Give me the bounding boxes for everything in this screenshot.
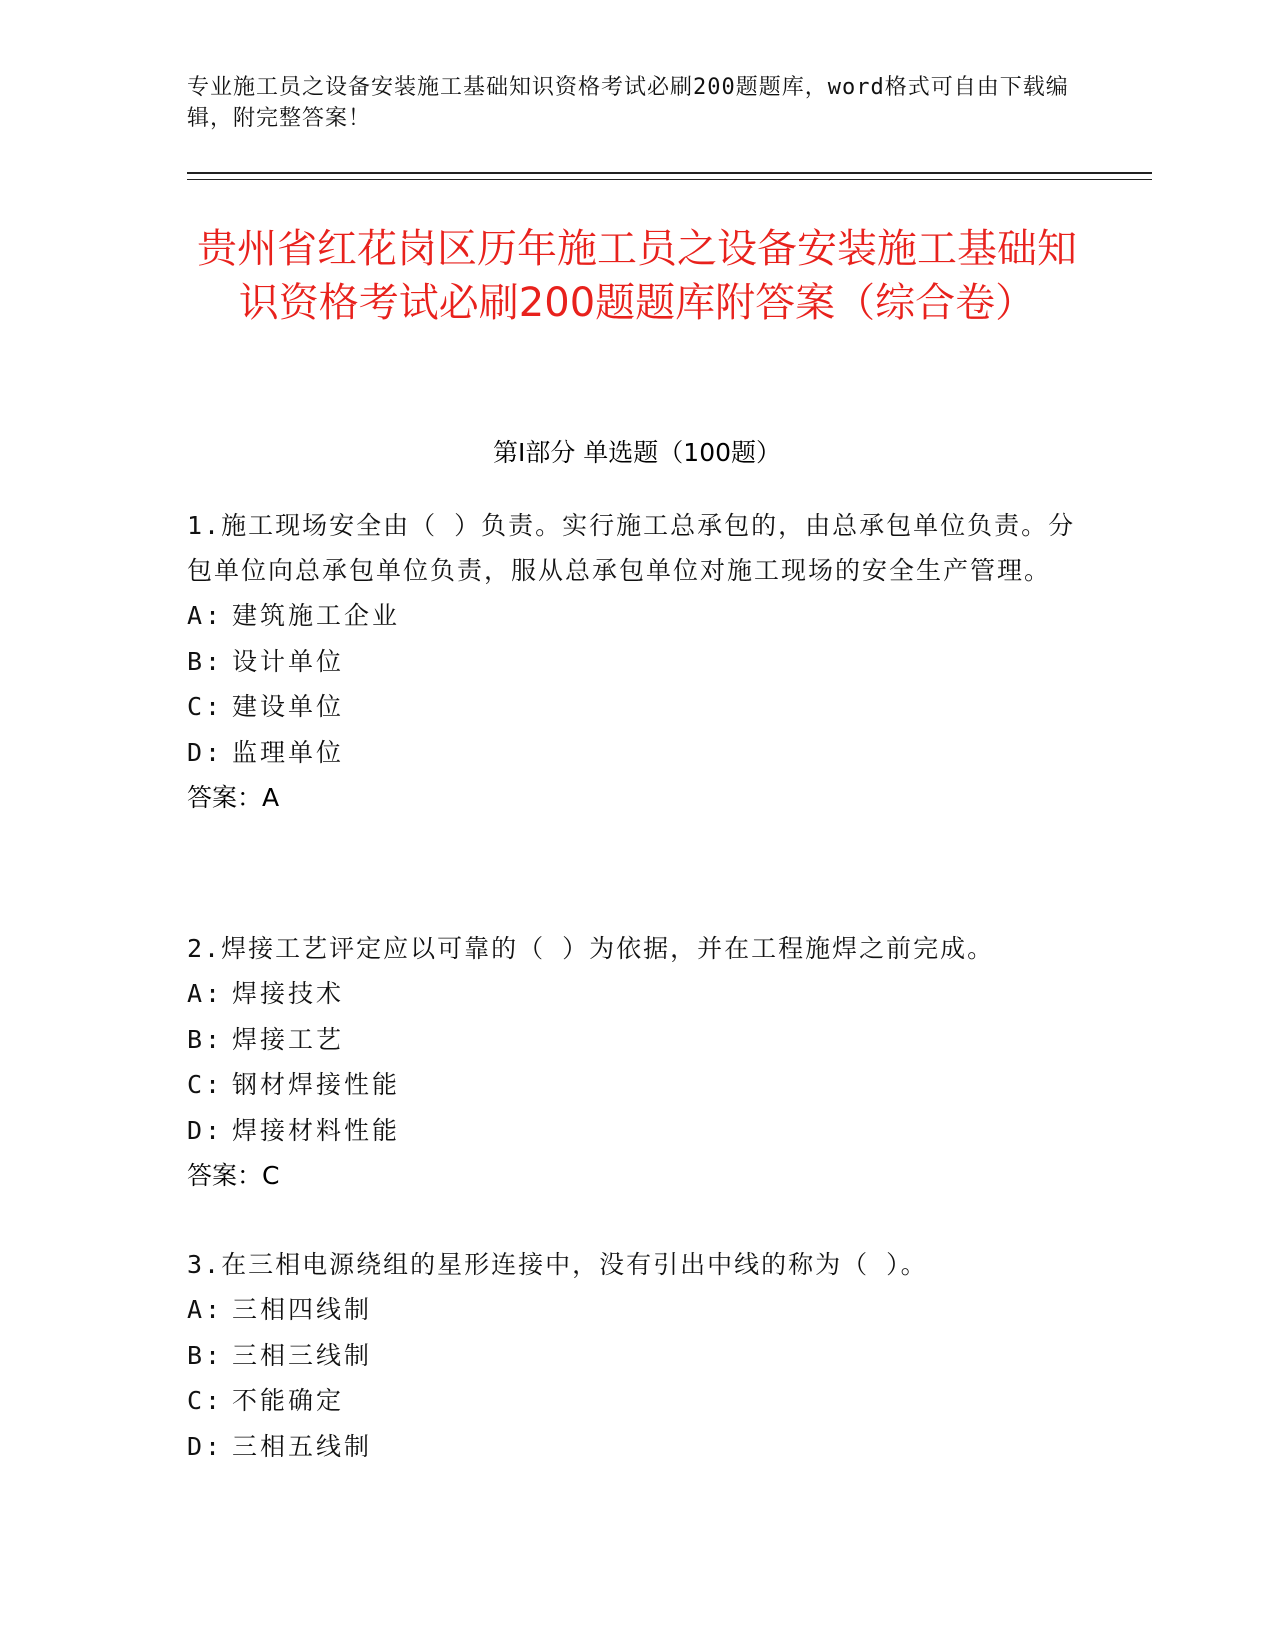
option-key: A:	[187, 601, 224, 630]
header-rule-thick	[187, 172, 1152, 174]
option-b	[187, 639, 1087, 685]
section-heading: 第I部分 单选题（100题）	[492, 438, 782, 467]
option-key: C:	[187, 1386, 224, 1415]
option-c	[187, 684, 1087, 730]
option-key: A:	[187, 1295, 224, 1324]
option-d	[187, 1424, 1087, 1470]
option-key: C:	[187, 1070, 224, 1099]
option-text: 三相三线制	[232, 1340, 373, 1370]
option-b	[187, 1333, 1087, 1379]
option-c	[187, 1062, 1087, 1108]
option-text: 建设单位	[232, 692, 345, 721]
header-note: 专业施工员之设备安装施工基础知识资格考试必刷200题题库，word格式可自由下载编辑，附完整答案！	[187, 75, 1069, 131]
option-d	[187, 1108, 1087, 1154]
option-text: 建筑施工企业	[232, 601, 401, 630]
option-text: 三相四线制	[232, 1295, 373, 1324]
option-key: B:	[187, 1340, 224, 1370]
option-a	[187, 593, 1087, 639]
option-text: 不能确定	[232, 1386, 345, 1415]
option-a	[187, 1287, 1087, 1333]
answer-line: 答案：A	[187, 783, 280, 812]
option-text: 钢材焊接性能	[232, 1070, 401, 1099]
option-text: 三相五线制	[232, 1431, 373, 1461]
question-3	[187, 1242, 1087, 1469]
option-c	[187, 1378, 1087, 1424]
option-key: D:	[187, 737, 224, 767]
option-key: B:	[187, 1024, 224, 1054]
answer-line: 答案：C	[187, 1161, 280, 1190]
question-stem: 2.焊接工艺评定应以可靠的（ ）为依据，并在工程施焊之前完成。	[187, 934, 995, 963]
option-key: C:	[187, 692, 224, 721]
option-text: 焊接工艺	[232, 1024, 345, 1054]
header-rule-thin	[187, 179, 1152, 180]
question-2	[187, 926, 1087, 1198]
question-stem: 1.施工现场安全由（ ）负责。实行施工总承包的，由总承包单位负责。分包单位向总承包单位负责，服从总承包单位对施工现场的安全生产管理。	[187, 511, 1076, 585]
option-text: 设计单位	[232, 646, 345, 676]
option-key: D:	[187, 1115, 224, 1145]
option-text: 监理单位	[232, 737, 345, 767]
option-d	[187, 730, 1087, 776]
document-title: 贵州省红花岗区历年施工员之设备安装施工基础知识资格考试必刷200题题库附答案（综合卷）	[197, 226, 1077, 326]
question-1	[187, 503, 1087, 820]
option-key: B:	[187, 646, 224, 676]
option-text: 焊接材料性能	[232, 1115, 401, 1145]
option-b	[187, 1017, 1087, 1063]
option-key: A:	[187, 979, 224, 1008]
question-stem: 3.在三相电源绕组的星形连接中，没有引出中线的称为（ ）。	[187, 1250, 928, 1279]
option-text: 焊接技术	[232, 979, 345, 1008]
option-a	[187, 971, 1087, 1017]
option-key: D:	[187, 1431, 224, 1461]
